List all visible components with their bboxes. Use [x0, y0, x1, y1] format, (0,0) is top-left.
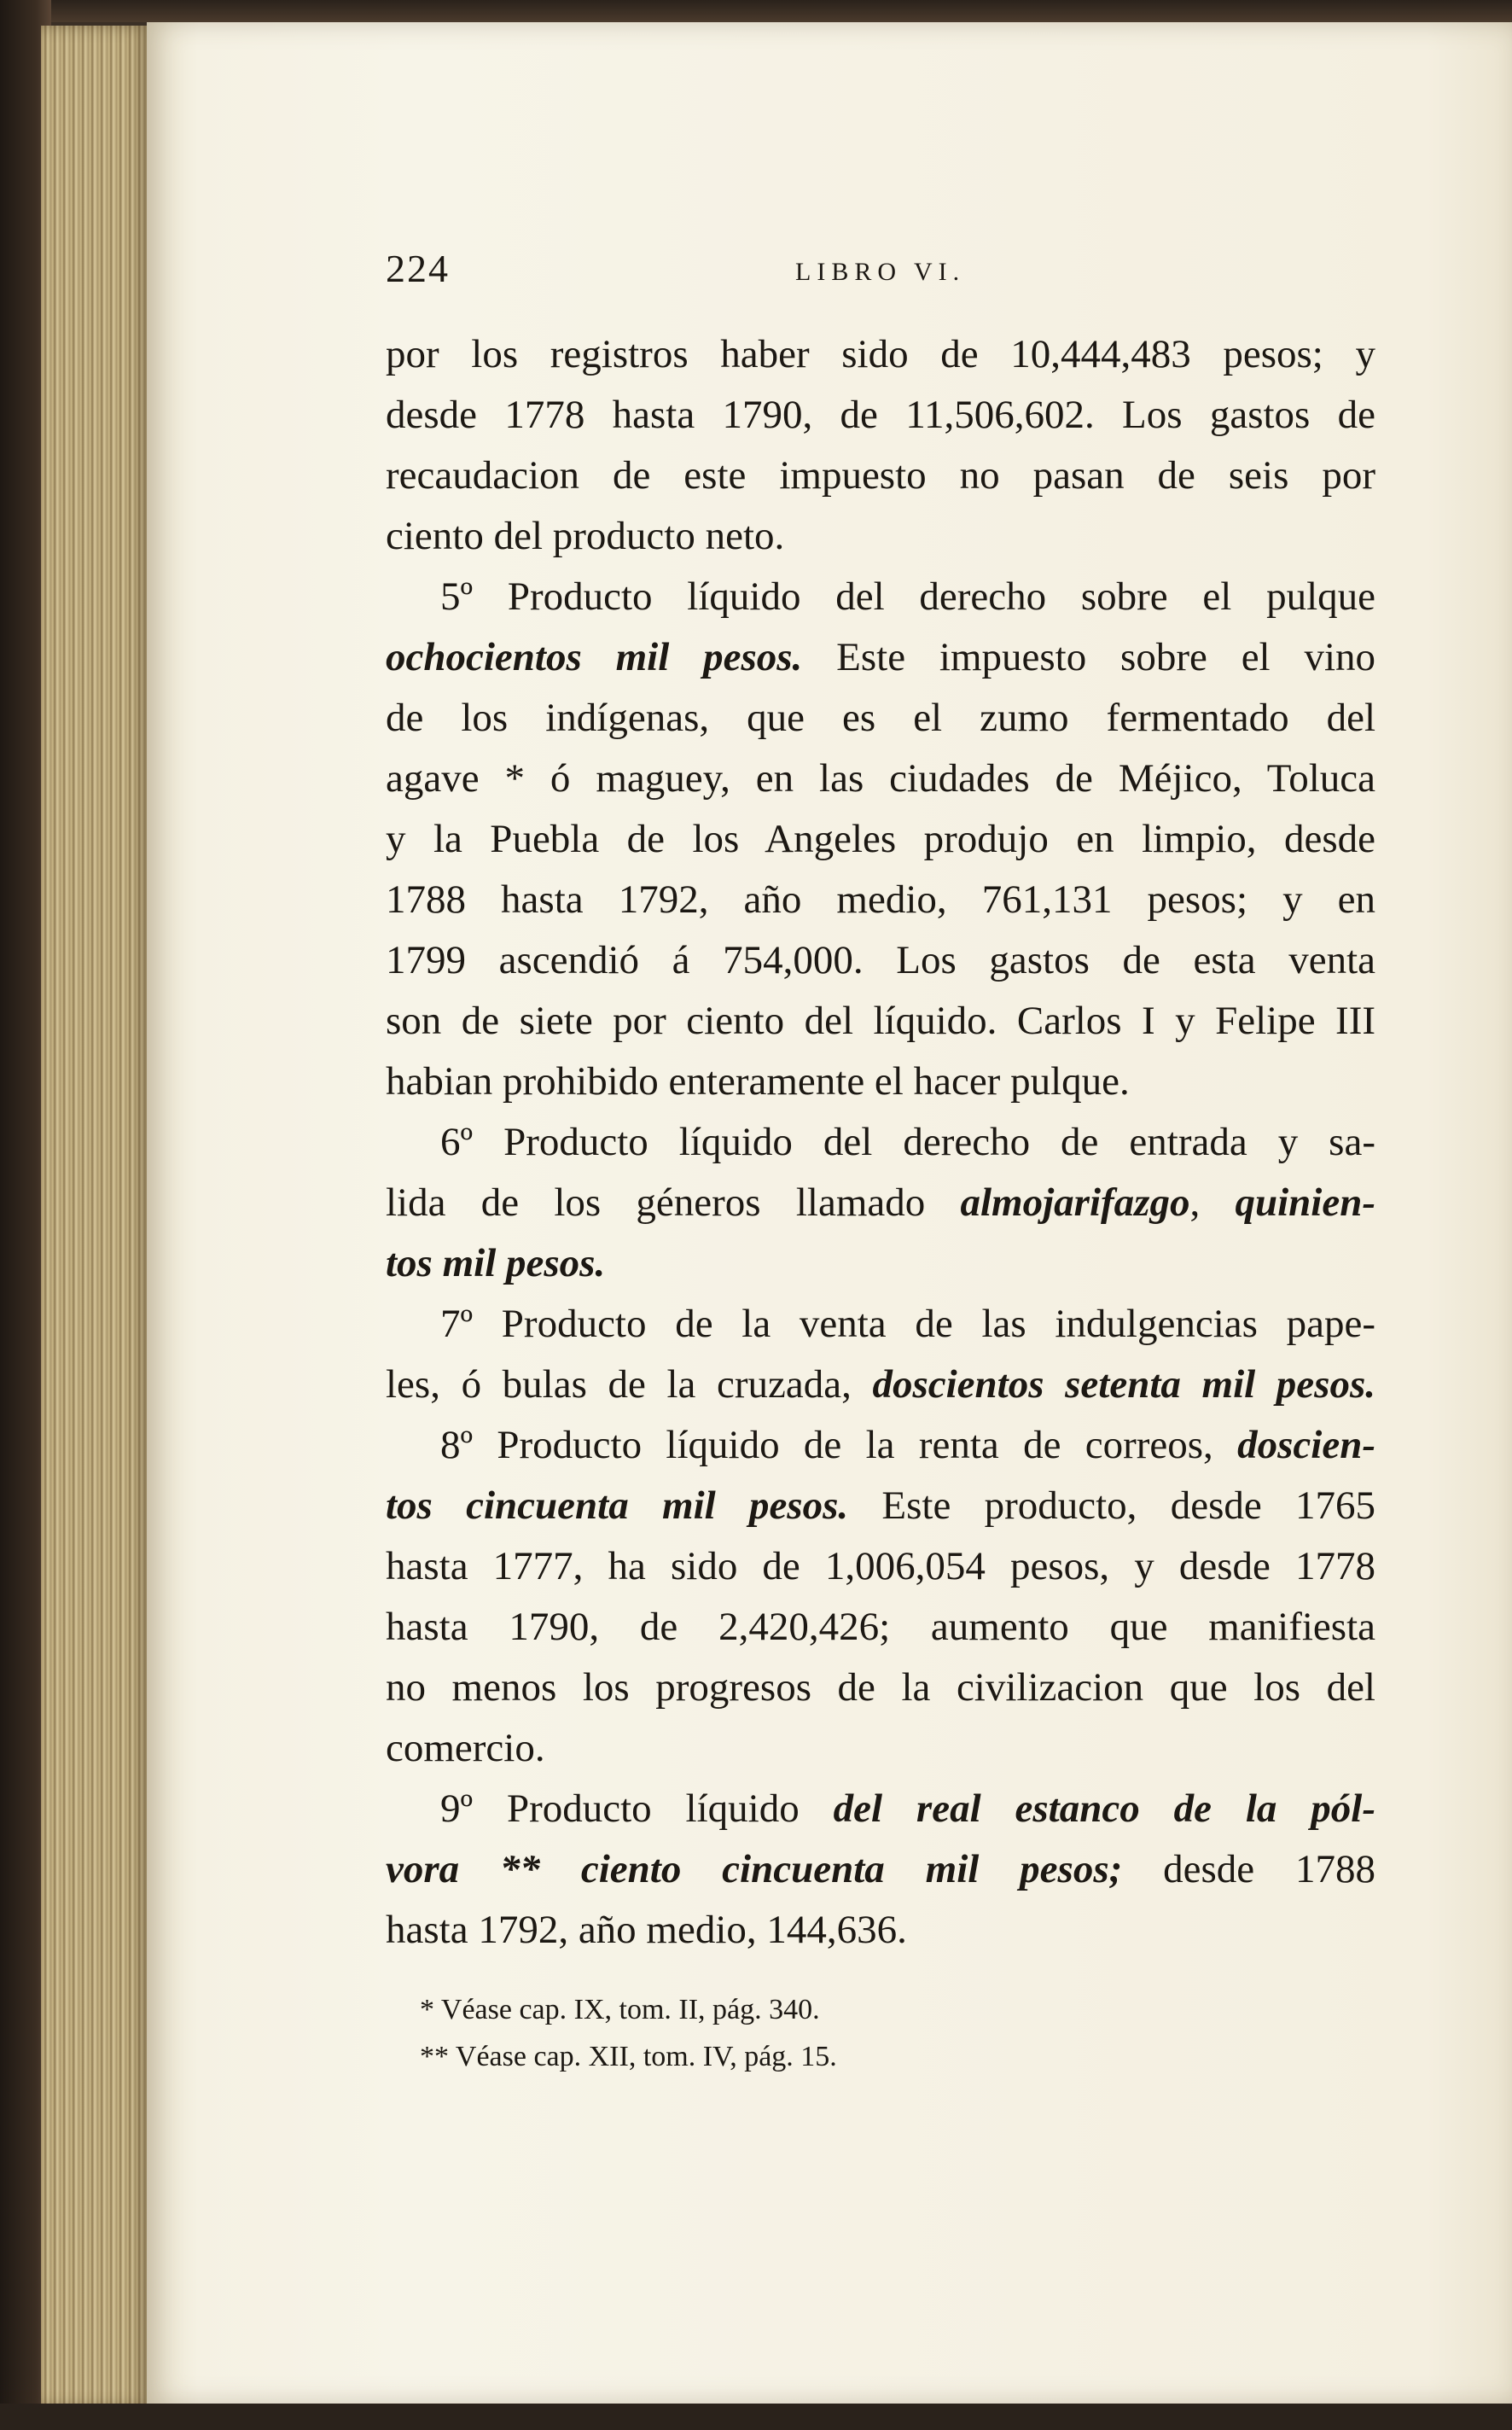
- italic-run: tos mil pesos.: [386, 1241, 606, 1285]
- page-edges: [41, 26, 150, 2407]
- text-line: [386, 930, 1375, 991]
- italic-run: ochocientos mil pesos.: [386, 635, 803, 679]
- footnotes: [420, 1986, 1102, 2080]
- text-line: [386, 446, 1375, 506]
- text-run: y la Puebla de los Angeles produjo en limpio, desde: [386, 817, 1375, 861]
- text-run: comercio.: [386, 1726, 545, 1770]
- text-run: Este impuesto sobre el vino: [802, 635, 1375, 679]
- text-line: [386, 1597, 1375, 1658]
- text-run: 5º Producto líquido del derecho sobre el pulque: [440, 574, 1375, 619]
- italic-run: del real estanco de la pól-: [833, 1786, 1375, 1831]
- text-line: [386, 809, 1375, 870]
- text-line: [386, 324, 1375, 385]
- text-run: 1799 ascendió á 754,000. Los gastos de esta venta: [386, 938, 1375, 982]
- book-cover-top: [0, 0, 1512, 22]
- text-line: [386, 385, 1375, 446]
- text-line: [386, 1294, 1375, 1355]
- running-head: [386, 246, 1375, 297]
- text-line: [386, 1233, 1375, 1294]
- text-line: [386, 1779, 1375, 1839]
- text-line: [386, 1052, 1375, 1112]
- text-line: [386, 567, 1375, 627]
- text-run: 6º Producto líquido del derecho de entrada y sa-: [440, 1120, 1375, 1164]
- text-line: [386, 1476, 1375, 1536]
- text-line: [386, 1658, 1375, 1718]
- footnote: ** Véase cap. XII, tom. IV, pág. 15.: [420, 2041, 837, 2072]
- text-run: habian prohibido enteramente el hacer pulque.: [386, 1059, 1130, 1104]
- text-line: [386, 1112, 1375, 1173]
- body-text: [386, 324, 1375, 1961]
- text-run: ciento del producto neto.: [386, 514, 785, 558]
- text-run: hasta 1777, ha sido de 1,006,054 pesos, y desde 1778: [386, 1544, 1375, 1588]
- text-run: lida de los géneros llamado: [386, 1180, 961, 1225]
- text-line: [386, 870, 1375, 930]
- text-run: desde 1788: [1122, 1847, 1375, 1891]
- text-run: hasta 1790, de 2,420,426; aumento que manifiesta: [386, 1605, 1375, 1649]
- running-title: LIBRO VI.: [795, 258, 966, 286]
- text-run: 1788 hasta 1792, año medio, 761,131 pesos; y en: [386, 877, 1375, 922]
- text-line: [386, 1839, 1375, 1900]
- text-line: [386, 749, 1375, 809]
- page-number: 224: [386, 247, 450, 290]
- text-line: [386, 991, 1375, 1052]
- text-run: hasta 1792, año medio, 144,636.: [386, 1908, 907, 1952]
- book-cover-bottom: [0, 2404, 1512, 2430]
- text-run: ,: [1189, 1180, 1236, 1225]
- text-line: [386, 1355, 1375, 1415]
- text-run: no menos los progresos de la civilizacion que los del: [386, 1665, 1375, 1710]
- text-run: les, ó bulas de la cruzada,: [386, 1362, 873, 1407]
- italic-run: doscientos setenta mil pesos.: [872, 1362, 1375, 1407]
- text-line: [386, 1718, 1375, 1779]
- text-run: agave * ó maguey, en las ciudades de Méjico, Toluca: [386, 756, 1375, 801]
- italic-run: tos cincuenta mil pesos.: [386, 1483, 849, 1528]
- italic-run: vora ** ciento cincuenta mil pesos;: [386, 1847, 1123, 1891]
- text-run: por los registros haber sido de 10,444,483 pesos; y: [386, 332, 1375, 376]
- text-line: [386, 627, 1375, 688]
- text-run: desde 1778 hasta 1790, de 11,506,602. Los gastos de: [386, 393, 1375, 437]
- italic-run: quinien-: [1235, 1180, 1375, 1225]
- text-run: 7º Producto de la venta de las indulgencias pape-: [440, 1302, 1375, 1346]
- text-line: [386, 1900, 1375, 1961]
- text-line: [386, 1415, 1375, 1476]
- text-run: son de siete por ciento del líquido. Carlos I y Felipe III: [386, 999, 1375, 1043]
- italic-run: doscien-: [1237, 1423, 1375, 1467]
- text-line: [386, 1536, 1375, 1597]
- text-run: de los indígenas, que es el zumo fermentado del: [386, 696, 1375, 740]
- italic-run: almojarifazgo: [960, 1180, 1190, 1225]
- text-line: [386, 688, 1375, 749]
- footnote: * Véase cap. IX, tom. II, pág. 340.: [420, 1994, 820, 2025]
- text-line: [386, 506, 1375, 567]
- text-run: 9º Producto líquido: [440, 1786, 834, 1831]
- text-run: recaudacion de este impuesto no pasan de seis por: [386, 453, 1375, 498]
- text-line: [386, 1173, 1375, 1233]
- text-run: 8º Producto líquido de la renta de correos,: [440, 1423, 1238, 1467]
- text-run: Este producto, desde 1765: [848, 1483, 1375, 1528]
